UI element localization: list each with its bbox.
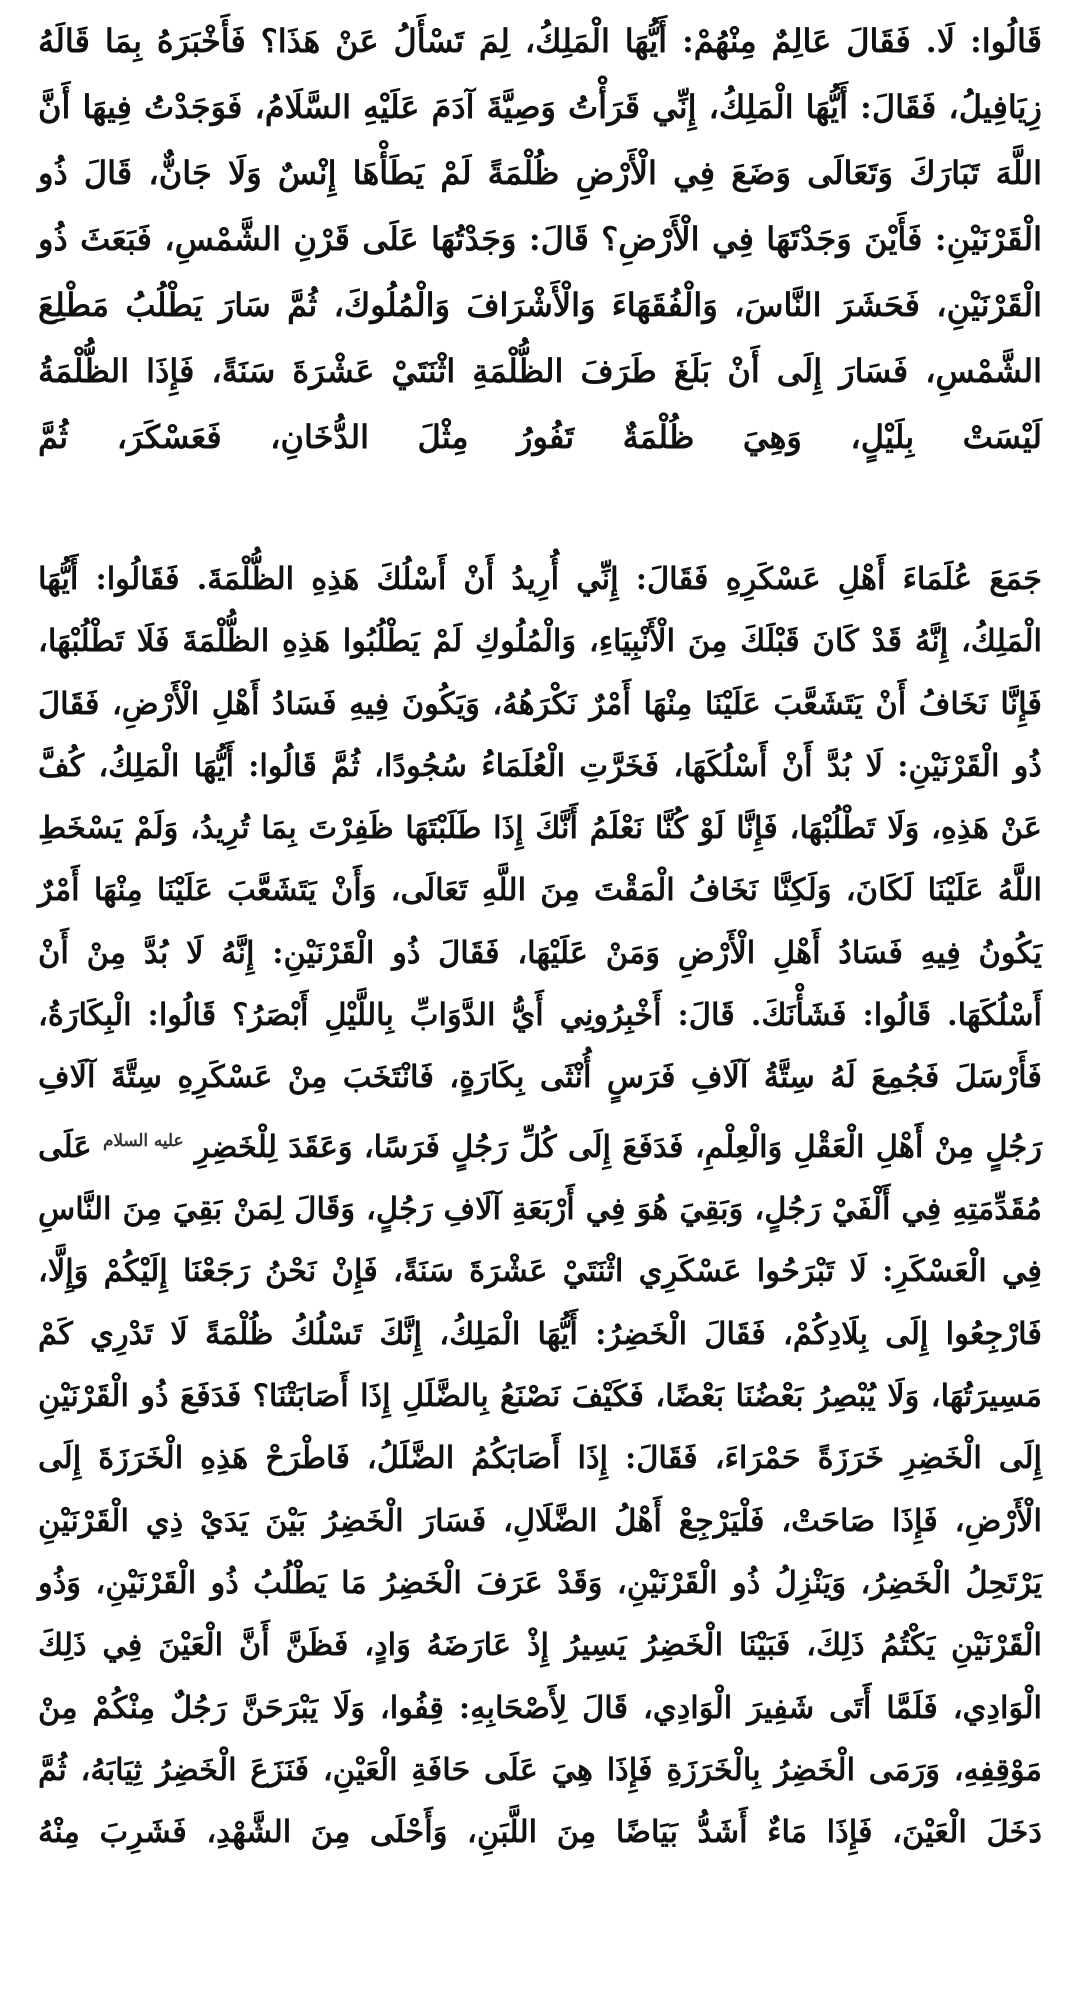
paragraph-bottom bbox=[38, 548, 1042, 1988]
paragraph-top-text: قَالُوا: لَا. فَقَالَ عَالِمٌ مِنْهُمْ: أَيُّهَا الْمَلِكُ، لِمَ تَسْأَلُ عَنْ هَذَا؟ فَأَخْبَرَهُ بِمَا قَالَهُ زِيَافِيلُ، فَقَالَ: أَيُّهَا الْمَلِكُ، إِنِّي قَرَأْتُ وَصِيَّةَ آدَمَ عَلَيْهِ السَّلَامُ، فَوَجَدْتُ فِيهَا أَنَّ اللَّهَ تَبَارَكَ وَتَعَالَى وَضَعَ فِي الْأَرْضِ ظُلْمَةً لَمْ يَطَأْهَا إِنْسٌ وَلَا جَانٌّ، قَالَ ذُو الْقَرْنَيْنِ: فَأَيْنَ وَجَدْتَهَا فِي الْأَرْضِ؟ قَالَ: وَجَدْتُهَا عَلَى قَرْنِ الشَّمْسِ، فَبَعَثَ ذُو الْقَرْنَيْنِ، فَحَشَرَ النَّاسَ، وَالْفُقَهَاءَ وَالْأَشْرَافَ وَالْمُلُوكَ، ثُمَّ سَارَ يَطْلُبُ مَطْلِعَ الشَّمْسِ، فَسَارَ إِلَى أَنْ بَلَغَ طَرَفَ الظُّلْمَةِ اثْنَتَيْ عَشْرَةَ سَنَةً، فَإِذَا الظُّلْمَةُ لَيْسَتْ بِلَيْلٍ، وَهِيَ ظُلْمَةٌ تَفُورُ مِثْلَ الدُّخَانِ، فَعَسْكَرَ، ثُمَّ bbox=[38, 22, 1043, 456]
paragraph-bottom-text-before: جَمَعَ عُلَمَاءَ أَهْلِ عَسْكَرِهِ فَقَالَ: إِنِّي أُرِيدُ أَنْ أَسْلُكَ هَذِهِ الظُّلْمَةَ. فَقَالُوا: أَيُّهَا الْمَلِكُ، إِنَّهُ قَدْ كَانَ قَبْلَكَ مِنَ الْأَنْبِيَاءِ، وَالْمُلُوكِ لَمْ يَطْلُبُوا هَذِهِ الظُّلْمَةَ فَلَا تَطْلُبْهَا، فَإِنَّا نَخَافُ أَنْ يَتَشَعَّبَ عَلَيْنَا مِنْهَا أَمْرٌ نَكْرَهُهُ، وَيَكُونَ فِيهِ فَسَادُ أَهْلِ الْأَرْضِ، فَقَالَ ذُو الْقَرْنَيْنِ: لَا بُدَّ أَنْ أَسْلُكَهَا، فَخَرَّتِ الْعُلَمَاءُ سُجُودًا، ثُمَّ قَالُوا: أَيُّهَا الْمَلِكُ، كُفَّ عَنْ هَذِهِ، وَلَا تَطْلُبْهَا، فَإِنَّا لَوْ كُنَّا نَعْلَمُ أَنَّكَ إِذَا طَلَبْتَهَا ظَفِرْتَ بِمَا تُرِيدُ، وَلَمْ يَسْخَطِ اللَّهُ عَلَيْنَا لَكَانَ، وَلَكِنَّا نَخَافُ الْمَقْتَ مِنَ اللَّهِ تَعَالَى، وَأَنْ يَتَشَعَّبَ عَلَيْنَا مِنْهَا أَمْرٌ يَكُونُ فِيهِ فَسَادُ أَهْلِ الْأَرْضِ وَمَنْ عَلَيْهَا، فَقَالَ ذُو الْقَرْنَيْنِ: إِنَّهُ لَا بُدَّ مِنْ أَنْ أَسْلُكَهَا. قَالُوا: فَشَأْنَكَ. قَالَ: أَخْبِرُونِي أَيُّ الدَّوَابِّ بِاللَّيْلِ أَبْصَرُ؟ قَالُوا: الْبِكَارَةُ، فَأَرْسَلَ فَجُمِعَ لَهُ سِتَّةُ آلَافِ فَرَسٍ أُنْثَى بِكَارَةٍ، فَانْتَخَبَ مِنْ عَسْكَرِهِ سِتَّةَ آلَافِ رَجُلٍ مِنْ أَهْلِ الْعَقْلِ وَالْعِلْمِ، فَدَفَعَ إِلَى كُلِّ رَجُلٍ فَرَسًا، وَعَقَدَ لِلْخَضِرِ bbox=[38, 561, 1043, 1165]
honorific-ligature: عليه السلام bbox=[102, 1129, 184, 1150]
paragraph-bottom-text bbox=[38, 548, 1042, 1863]
paragraph-top bbox=[38, 8, 1042, 478]
paragraph-bottom-text-after: عَلَى مُقَدِّمَتِهِ فِي أَلْفَيْ رَجُلٍ، وَبَقِيَ هُوَ فِي أَرْبَعَةِ آلَافِ رَجُلٍ، وَقَالَ لِمَنْ بَقِيَ مِنَ النَّاسِ فِي الْعَسْكَرِ: لَا تَبْرَحُوا عَسْكَرِي اثْنَتَيْ عَشْرَةَ سَنَةً، فَإِنْ نَحْنُ رَجَعْنَا إِلَيْكُمْ وَإِلَّا، فَارْجِعُوا إِلَى بِلَادِكُمْ، فَقَالَ الْخَضِرُ: أَيُّهَا الْمَلِكُ، إِنَّكَ تَسْلُكُ ظُلْمَةً لَا تَدْرِي كَمْ مَسِيرَتُهَا، وَلَا يُبْصِرُ بَعْضُنَا بَعْضًا، فَكَيْفَ نَصْنَعُ بِالضَّلَلِ إِذَا أَصَابَتْنَا؟ فَدَفَعَ ذُو الْقَرْنَيْنِ إِلَى الْخَضِرِ خَرَزَةً حَمْرَاءَ، فَقَالَ: إِذَا أَصَابَكُمُ الضَّلَلُ، فَاطْرَحْ هَذِهِ الْخَرَزَةَ إِلَى الْأَرْضِ، فَإِذَا صَاحَتْ، فَلْيَرْجِعْ أَهْلُ الضَّلَالِ، فَسَارَ الْخَضِرُ بَيْنَ يَدَيْ ذِي الْقَرْنَيْنِ يَرْتَحِلُ الْخَضِرُ، وَيَنْزِلُ ذُو الْقَرْنَيْنِ، وَقَدْ عَرَفَ الْخَضِرُ مَا يَطْلُبُ ذُو الْقَرْنَيْنِ، وَذُو الْقَرْنَيْنِ يَكْتُمُ ذَلِكَ، فَبَيْنَا الْخَضِرُ يَسِيرُ إِذْ عَارَضَهُ وَادٍ، فَظَنَّ أَنَّ الْعَيْنَ فِي ذَلِكَ الْوَادِي، فَلَمَّا أَتَى شَفِيرَ الْوَادِي، قَالَ لِأَصْحَابِهِ: قِفُوا، وَلَا يَبْرَحَنَّ رَجُلٌ مِنْكُمْ مِنْ مَوْقِفِهِ، وَرَمَى الْخَضِرُ بِالْخَرَزَةِ فَإِذَا هِيَ عَلَى حَافَةِ الْعَيْنِ، فَنَزَعَ الْخَضِرُ ثِيَابَهُ، ثُمَّ دَخَلَ الْعَيْنَ، فَإِذَا مَاءٌ أَشَدُّ بَيَاضًا مِنَ اللَّبَنِ، وَأَحْلَى مِنَ الشَّهْدِ، فَشَرِبَ مِنْهُ bbox=[38, 1128, 1042, 1851]
